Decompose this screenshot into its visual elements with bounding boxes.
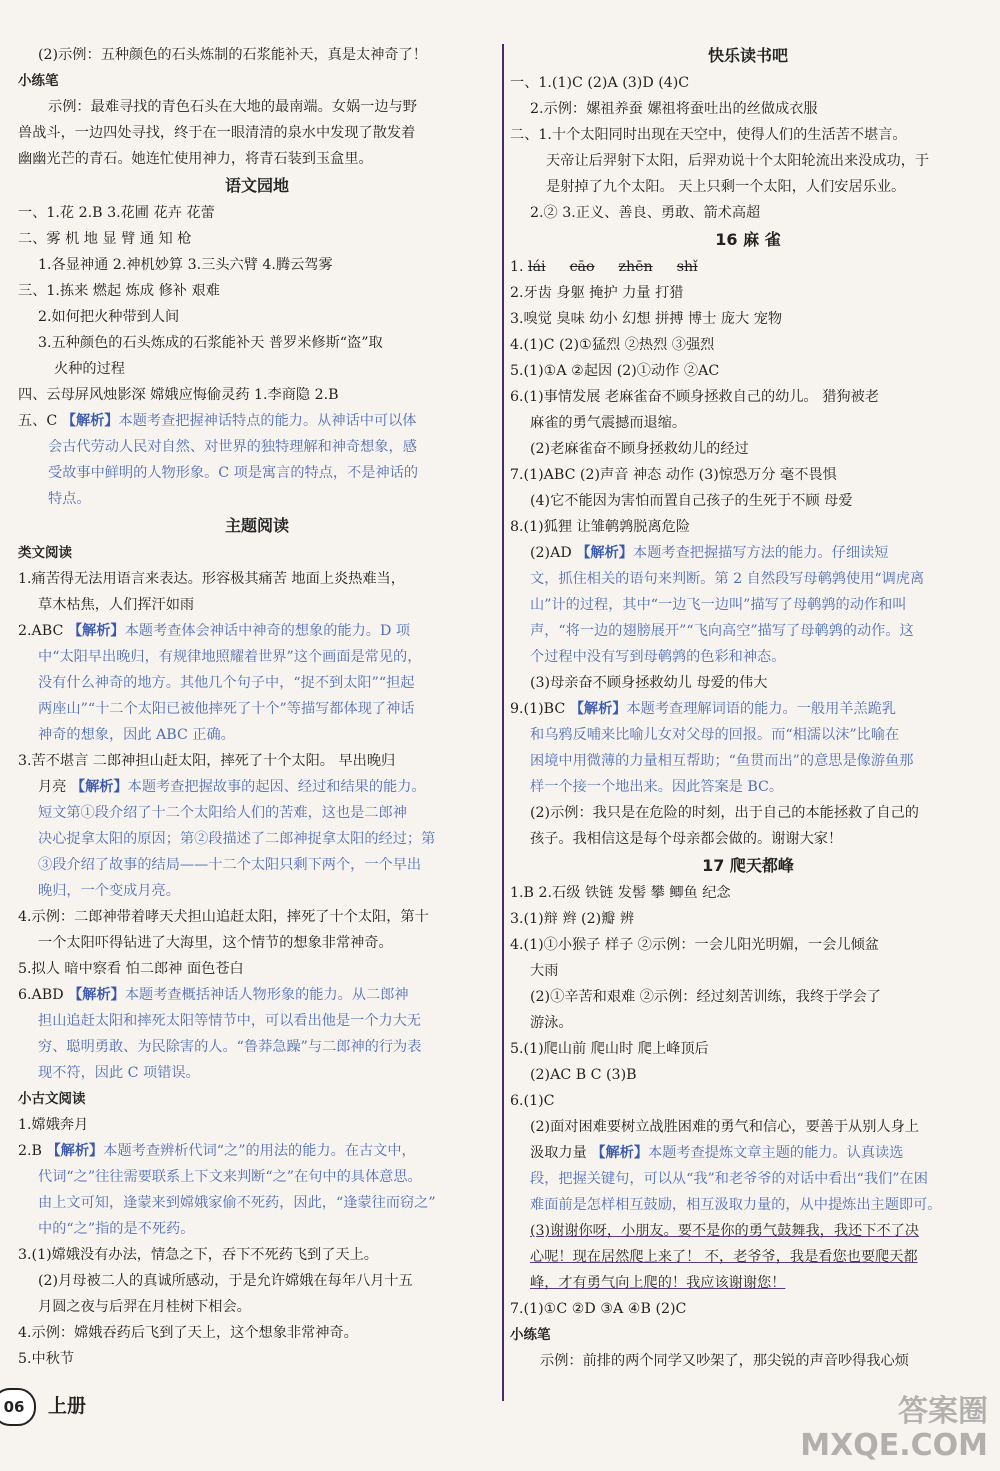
line-text: 7.(1)ABC (2)声音 神态 动作 (3)惊恐万分 毫不畏惧	[510, 467, 837, 483]
answer-line-with-analysis	[510, 696, 986, 722]
answer-line	[510, 174, 986, 200]
answer-line	[510, 514, 986, 540]
answer-line	[18, 592, 496, 618]
line-text: 5.中秋节	[18, 1351, 75, 1367]
line-text: 8.(1)狐狸 让雏鹌鹑脱离危险	[510, 519, 691, 535]
line-text: 3.五种颜色的石头炼成的石浆能补天 普罗米修斯“盗”取	[38, 335, 383, 351]
pinyin-syllable: lái	[528, 259, 546, 275]
answer-line	[510, 462, 986, 488]
answer-line	[18, 930, 496, 956]
line-text: 3.(1)嫦娥没有办法，情急之下，吞下不死药飞到了天上。	[18, 1247, 378, 1263]
analysis-tag: 【解析】	[67, 623, 125, 639]
line-text: 3.嗅觉 臭味 幼小 幻想 拼搏 博士 庞大 宠物	[510, 311, 783, 327]
answer-text: 五、C	[18, 413, 62, 429]
line-text: 由上文可知，逢蒙来到嫦娥家偷不死药，因此，“逢蒙往而窃之”	[38, 1195, 436, 1211]
answer-line	[18, 566, 496, 592]
line-text: 困境中用微薄的力量相互帮助；“鱼贯而出”的意思是像游鱼那	[530, 753, 914, 769]
line-text: 一、1.花 2.B 3.花圃 花卉 花蕾	[18, 205, 215, 221]
analysis-text: 本题考查提炼文章主题的能力。认真读选	[648, 1145, 904, 1161]
line-text: 4.(1)①小猴子 样子 ②示例：一会儿阳光明媚，一会儿倾盆	[510, 937, 879, 953]
line-text: 6.(1)C	[510, 1093, 555, 1109]
line-text: 中“太阳早出晚归，有规律地照耀着世界”这个画面是常见的，	[38, 649, 422, 665]
watermark	[800, 1395, 988, 1463]
line-text: 3.苦不堪言 二郎神担山赶太阳，摔死了十个太阳。 早出晚归	[18, 753, 396, 769]
answer-text: 6.ABD	[18, 987, 69, 1003]
line-text: 5.(1)①A ②起因 (2)①动作 ②AC	[510, 363, 720, 379]
line-text: 是射掉了九个太阳。 天上只剩一个太阳，人们安居乐业。	[546, 179, 906, 195]
answer-line	[510, 280, 986, 306]
analysis-line	[510, 1166, 986, 1192]
line-text: 两座山”“十二个太阳已被他摔死了十个”等描写都体现了神话	[38, 701, 415, 717]
section-heading: 17 爬天都峰	[702, 856, 794, 875]
line-text: ③段介绍了故事的结局——十二个太阳只剩下两个，一个早出	[38, 857, 422, 873]
analysis-tag: 【解析】	[576, 545, 633, 561]
answer-line	[510, 384, 986, 410]
analysis-line	[18, 696, 496, 722]
line-text: 特点。	[48, 491, 91, 507]
answer-line	[18, 42, 496, 68]
line-text: 峰，才有勇气向上爬的！我应该谢谢您！	[530, 1275, 786, 1291]
analysis-line	[510, 618, 986, 644]
line-text: 现不符，因此 C 项错误。	[38, 1065, 200, 1081]
answer-line-with-analysis	[510, 540, 986, 566]
answer-line	[18, 304, 496, 330]
line-text: 示例：前排的两个同学又吵架了，那尖锐的声音吵得我心烦	[540, 1353, 909, 1369]
answer-line-with-analysis	[18, 774, 496, 800]
answer-line	[510, 1270, 986, 1296]
line-text: 一、1.(1)C (2)A (3)D (4)C	[510, 75, 690, 91]
analysis-line	[510, 774, 986, 800]
answer-line	[510, 958, 986, 984]
line-text: 5.(1)爬山前 爬山时 爬上峰顶后	[510, 1041, 709, 1057]
line-text: 和乌鸦反哺来比喻儿女对父母的回报。而“相濡以沫”比喻在	[530, 727, 900, 743]
page-footer	[0, 1388, 200, 1428]
line-text: (2)AC B C (3)B	[530, 1067, 637, 1083]
answer-line	[510, 122, 986, 148]
analysis-text: 本题考查概括神话人物形象的能力。从二郎神	[124, 987, 409, 1003]
line-text: 受故事中鲜明的人物形象。C 项是寓言的特点，不是神话的	[48, 465, 419, 481]
line-text: 山”计的过程，其中“一边飞一边叫”描写了母鹌鹑的动作和叫	[530, 597, 907, 613]
analysis-line	[18, 826, 496, 852]
analysis-line	[510, 748, 986, 774]
answer-text: 汲取力量	[530, 1145, 592, 1161]
line-text: 2.如何把火种带到人间	[38, 309, 180, 325]
answer-text: 2.B	[18, 1143, 47, 1159]
pinyin-syllable: shǐ	[676, 259, 698, 275]
line-text: 文，抓住相关的语句来判断。第 2 自然段写母鹌鹑使用“调虎离	[530, 571, 925, 587]
answer-line	[510, 1088, 986, 1114]
analysis-line	[510, 566, 986, 592]
answer-line	[18, 252, 496, 278]
answer-line	[18, 94, 496, 120]
line-text: 1.痛苦得无法用语言来表达。形容极其痛苦 地面上炎热难当，	[18, 571, 405, 587]
analysis-line	[18, 1190, 496, 1216]
line-text: 声，“将一边的翅膀展开”“飞向高空”描写了母鹌鹑的动作。这	[530, 623, 914, 639]
line-text: 7.(1)①C ②D ③A ④B (2)C	[510, 1301, 687, 1317]
right-column	[510, 42, 986, 1399]
line-text: 兽战斗，一边四处寻找，终于在一眼清清的泉水中发现了散发着	[18, 125, 416, 141]
line-text: (2)示例：我只是在危险的时刻，出于自己的本能拯救了自己的	[530, 805, 919, 821]
answer-line	[510, 1244, 986, 1270]
answer-line	[510, 70, 986, 96]
answer-line	[510, 880, 986, 906]
line-text: 一个太阳吓得钻进了大海里，这个情节的想象非常神奇。	[38, 935, 393, 951]
answer-line	[510, 358, 986, 384]
answer-line	[510, 670, 986, 696]
analysis-text: 本题考查把握故事的起因、经过和结果的能力。	[127, 779, 426, 795]
analysis-line	[18, 644, 496, 670]
line-text: 二、1.十个太阳同时出现在天空中，使得人们的生活苦不堪言。	[510, 127, 907, 143]
line-text: (2)①辛苦和艰难 ②示例：经过刻苦训练，我终于学会了	[530, 989, 881, 1005]
volume-label: 上册	[48, 1395, 87, 1417]
analysis-tag: 【解析】	[569, 701, 627, 717]
answer-line	[510, 906, 986, 932]
line-text: 难面前是怎样相互鼓励，相互汲取力量的，从中提炼出主题即可。	[530, 1197, 942, 1213]
answer-line-with-analysis	[18, 1138, 496, 1164]
line-text: (3)谢谢你呀，小朋友。要不是你的勇气鼓舞我，我还下不了决	[530, 1223, 919, 1239]
analysis-line	[18, 1008, 496, 1034]
analysis-text: 本题考查辨析代词“之”的用法的能力。在古文中，	[103, 1143, 416, 1159]
answer-line	[510, 488, 986, 514]
line-text: 二、雾 机 地 显 臂 通 知 枪	[18, 231, 192, 247]
answer-text: (2)AD	[530, 545, 577, 561]
line-text: 4.示例：嫦娥吞药后飞到了天上，这个想象非常神奇。	[18, 1325, 358, 1341]
answer-line	[510, 1010, 986, 1036]
page-number: 06	[0, 1388, 36, 1426]
pinyin-syllable: cāo	[569, 259, 595, 275]
line-text: 段，把握关键句，可以从“我”和老爷爷的对话中看出“我们”在困	[530, 1171, 928, 1187]
line-text: 样一个接一个地出来。因此答案是 BC。	[530, 779, 784, 795]
line-text: (2)月母被二人的真诚所感动，于是允许嫦娥在每年八月十五	[38, 1273, 413, 1289]
line-text: 短文第①段介绍了十二个太阳给人们的苦难，这也是二郎神	[38, 805, 407, 821]
line-text: 幽幽光芒的青石。她连忙使用神力，将青石装到玉盒里。	[18, 151, 373, 167]
line-text: 会古代劳动人民对自然、对世界的独特理解和神奇想象，感	[48, 439, 417, 455]
analysis-tag: 【解析】	[70, 779, 128, 795]
answer-line	[510, 436, 986, 462]
answer-line	[18, 1294, 496, 1320]
analysis-text: 本题考查把握神话特点的能力。从神话中可以体	[118, 413, 417, 429]
answer-text: 月亮	[38, 779, 71, 795]
analysis-line	[18, 1060, 496, 1086]
line-text: 决心捉拿太阳的原因；第②段描述了二郎神捉拿太阳的经过；第	[38, 831, 436, 847]
item-number: 1.	[510, 259, 529, 275]
answer-line	[18, 1242, 496, 1268]
line-text: 代词“之”往往需要联系上下文来判断“之”在句中的具体意思。	[38, 1169, 422, 1185]
answer-line	[510, 800, 986, 826]
line-text: (2)老麻雀奋不顾身拯救幼儿的经过	[530, 441, 749, 457]
subsection-heading: 小练笔	[510, 1327, 551, 1343]
answer-line	[18, 1320, 496, 1346]
analysis-line	[510, 592, 986, 618]
answer-text: 9.(1)BC	[510, 701, 570, 717]
analysis-line	[18, 460, 496, 486]
section-heading: 快乐读书吧	[707, 46, 788, 65]
analysis-line	[18, 1216, 496, 1242]
line-text: 三、1.拣来 燃起 炼成 修补 艰难	[18, 283, 220, 299]
line-text: 火种的过程	[54, 361, 125, 377]
answer-line	[18, 356, 496, 382]
answer-line	[18, 226, 496, 252]
line-text: 月圆之夜与后羿在月桂树下相会。	[38, 1299, 251, 1315]
line-text: 穷、聪明勇敢、为民除害的人。“鲁莽急躁”与二郎神的行为表	[38, 1039, 422, 1055]
analysis-line	[18, 722, 496, 748]
line-text: 5.拟人 暗中察看 怕二郎神 面色苍白	[18, 961, 244, 977]
answer-line	[18, 1346, 496, 1372]
subsection-heading: 小练笔	[18, 73, 59, 89]
line-text: 4.(1)C (2)①猛烈 ②热烈 ③强烈	[510, 337, 715, 353]
line-text: 草木枯焦，人们挥汗如雨	[38, 597, 195, 613]
analysis-line	[510, 722, 986, 748]
line-text: 示例：最难寻找的青色石头在大地的最南端。女娲一边与野	[48, 99, 417, 115]
line-text: 孩子。我相信这是每个母亲都会做的。谢谢大家！	[530, 831, 843, 847]
answer-line	[510, 1036, 986, 1062]
analysis-line	[18, 1164, 496, 1190]
line-text: 游泳。	[530, 1015, 573, 1031]
answer-line	[18, 956, 496, 982]
watermark-url: MXQE.COM	[800, 1428, 988, 1463]
analysis-line	[18, 670, 496, 696]
answer-line	[18, 904, 496, 930]
answer-text: 2.ABC	[18, 623, 68, 639]
answer-line-with-analysis	[510, 1140, 986, 1166]
analysis-line	[18, 878, 496, 904]
analysis-tag: 【解析】	[61, 413, 119, 429]
answer-line	[510, 306, 986, 332]
line-text: 4.示例：二郎神带着哮天犬担山追赶太阳，摔死了十个太阳，第十	[18, 909, 429, 925]
answer-line	[18, 748, 496, 774]
line-text: 四、云母屏风烛影深 嫦娥应悔偷灵药 1.李商隐 2.B	[18, 387, 339, 403]
answer-line	[18, 120, 496, 146]
answer-line	[510, 1114, 986, 1140]
line-text: 2.牙齿 身躯 掩护 力量 打猎	[510, 285, 684, 301]
line-text: 晚归，一个变成月亮。	[38, 883, 180, 899]
answer-line	[510, 200, 986, 226]
answer-line	[510, 932, 986, 958]
line-text: 神奇的想象，因此 ABC 正确。	[38, 727, 235, 743]
line-text: 6.(1)事情发展 老麻雀奋不顾身拯救自己的幼儿。 猎狗被老	[510, 389, 879, 405]
analysis-tag: 【解析】	[46, 1143, 104, 1159]
answer-line	[510, 332, 986, 358]
section-heading: 主题阅读	[224, 516, 289, 535]
answer-line	[18, 200, 496, 226]
answer-line	[510, 826, 986, 852]
line-text: (3)母亲奋不顾身拯救幼儿 母爱的伟大	[530, 675, 768, 691]
line-text: (4)它不能因为害怕而置自己孩子的生死于不顾 母爱	[530, 493, 853, 509]
line-text: 1.各显神通 2.神机妙算 3.三头六臂 4.腾云驾雾	[38, 257, 333, 273]
answer-line	[18, 278, 496, 304]
answer-line-with-analysis	[18, 982, 496, 1008]
pinyin-answer-line	[510, 254, 986, 280]
answer-line	[510, 96, 986, 122]
line-text: (2)面对困难要树立战胜困难的勇气和信心，要善于从别人身上	[530, 1119, 919, 1135]
line-text: 2.示例：嫘祖养蚕 嫘祖将蚕吐出的丝做成衣服	[530, 101, 818, 117]
line-text: 中的“之”指的是不死药。	[38, 1221, 195, 1237]
left-column	[18, 42, 496, 1399]
line-text: 1.B 2.石级 铁链 发髻 攀 鲫鱼 纪念	[510, 885, 731, 901]
line-text: 心呢！现在居然爬上来了！ 不，老爷爷，我是看您也要爬天都	[530, 1249, 918, 1265]
line-text: 大雨	[530, 963, 559, 979]
line-text: 担山追赶太阳和摔死太阳等情节中，可以看出他是一个力大无	[38, 1013, 422, 1029]
answer-line	[18, 1268, 496, 1294]
answer-line	[18, 382, 496, 408]
answer-line	[510, 410, 986, 436]
analysis-text: 本题考查体会神话中神奇的想象的能力。D 项	[124, 623, 411, 639]
answer-line	[18, 146, 496, 172]
pinyin-syllable: zhēn	[618, 259, 653, 275]
analysis-line	[510, 644, 986, 670]
analysis-line	[18, 852, 496, 878]
line-text: 2.② 3.正义、善良、勇敢、箭术高超	[530, 205, 761, 221]
analysis-text: 本题考查理解词语的能力。一般用羊羔跪乳	[626, 701, 897, 717]
line-text: 3.(1)辩 辫 (2)瓣 辨	[510, 911, 635, 927]
column-divider	[502, 44, 504, 1401]
line-text: 天帝让后羿射下太阳，后羿劝说十个太阳轮流出来没成功，于	[546, 153, 930, 169]
answer-line	[510, 1348, 986, 1374]
watermark-logo: 答案圈	[898, 1394, 988, 1429]
analysis-tag: 【解析】	[68, 987, 125, 1003]
line-text: 没有什么神奇的地方。其他几个句子中，“捉不到太阳”“担起	[38, 675, 415, 691]
answer-line	[510, 148, 986, 174]
line-text: (2)示例：五种颜色的石头炼制的石浆能补天，真是太神奇了！	[38, 47, 427, 63]
analysis-line	[18, 1034, 496, 1060]
line-text: 个过程中没有写到母鹌鹑的色彩和神态。	[530, 649, 786, 665]
analysis-line	[18, 800, 496, 826]
analysis-line	[18, 434, 496, 460]
answer-line	[510, 1296, 986, 1322]
answer-line	[18, 1112, 496, 1138]
line-text: 1.嫦娥奔月	[18, 1117, 89, 1133]
subsection-heading: 类文阅读	[18, 545, 72, 561]
answer-line	[510, 984, 986, 1010]
answer-line-with-analysis	[18, 408, 496, 434]
answer-line-with-analysis	[18, 618, 496, 644]
subsection-heading: 小古文阅读	[18, 1091, 86, 1107]
answer-line	[510, 1062, 986, 1088]
analysis-tag: 【解析】	[591, 1145, 649, 1161]
line-text: 麻雀的勇气震撼而退缩。	[530, 415, 687, 431]
section-heading: 语文园地	[224, 176, 289, 195]
analysis-line	[510, 1192, 986, 1218]
analysis-text: 本题考查把握描写方法的能力。仔细读短	[633, 545, 889, 561]
answer-line	[18, 330, 496, 356]
analysis-line	[18, 486, 496, 512]
section-heading: 16 麻 雀	[715, 230, 781, 249]
answer-line	[510, 1218, 986, 1244]
